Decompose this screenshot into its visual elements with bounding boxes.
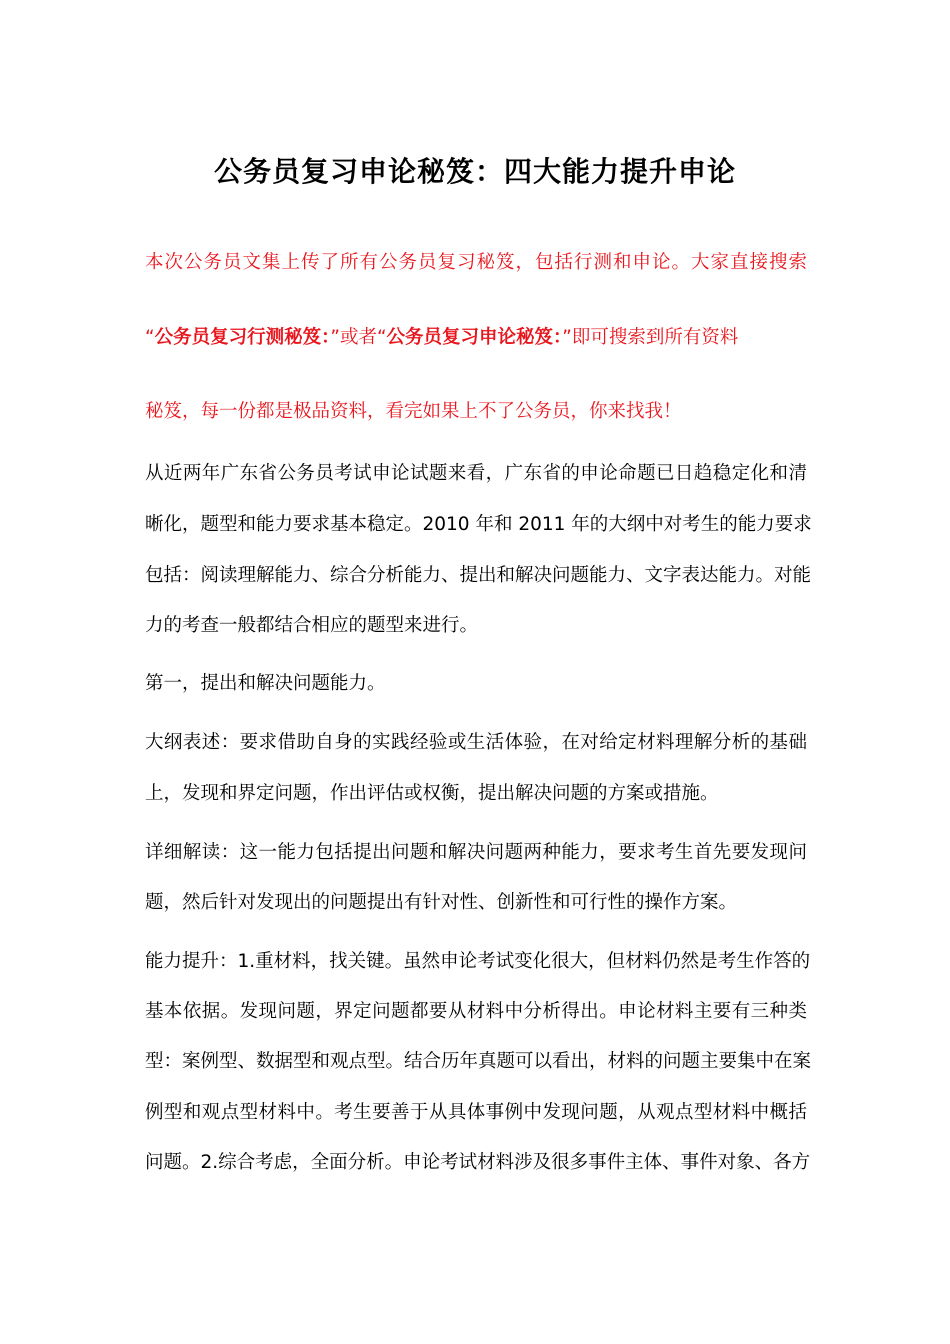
notice-line-1: 本次公务员文集上传了所有公务员复习秘笈，包括行测和申论。大家直接搜索 xyxy=(145,252,807,273)
body-line: 包括：阅读理解能力、综合分析能力、提出和解决问题能力、文字表达能力。对能 xyxy=(145,565,812,586)
body-line: 详细解读：这一能力包括提出问题和解决问题两种能力，要求考生首先要发现问 xyxy=(145,842,807,863)
notice-line-3: 秘笈，每一份都是极品资料，看完如果上不了公务员，你来找我！ xyxy=(145,401,682,422)
notice-line-2-rest: ”即可搜索到所有资料 xyxy=(562,327,739,348)
body-line: 力的考查一般都结合相应的题型来进行。 xyxy=(145,615,479,636)
body-line: 例型和观点型材料中。考生要善于从具体事例中发现问题，从观点型材料中概括 xyxy=(145,1102,807,1123)
keyword-xingce: 公务员复习行测秘笈： xyxy=(154,327,331,348)
body-line: 基本依据。发现问题，界定问题都要从材料中分析得出。申论材料主要有三种类 xyxy=(145,1001,807,1022)
section-heading: 第一，提出和解决问题能力。 xyxy=(145,673,386,694)
keyword-shenlun: 公务员复习申论秘笈： xyxy=(386,327,563,348)
quote-open: “ xyxy=(145,327,155,348)
quote-middle: ”或者“ xyxy=(330,327,387,348)
page-title: 公务员复习申论秘笈：四大能力提升申论 xyxy=(213,155,736,188)
body-line: 晰化，题型和能力要求基本稳定。2010 年和 2011 年的大纲中对考生的能力要求 xyxy=(145,514,812,535)
notice-line-2 xyxy=(145,326,807,350)
body-line: 问题。2.综合考虑，全面分析。申论考试材料涉及很多事件主体、事件对象、各方 xyxy=(145,1152,811,1173)
body-line: 能力提升：1.重材料，找关键。虽然申论考试变化很大，但材料仍然是考生作答的 xyxy=(145,951,811,972)
body-line: 型：案例型、数据型和观点型。结合历年真题可以看出，材料的问题主要集中在案 xyxy=(145,1051,812,1072)
body-line: 题，然后针对发现出的问题提出有针对性、创新性和可行性的操作方案。 xyxy=(145,892,738,913)
body-line: 从近两年广东省公务员考试申论试题来看，广东省的申论命题已日趋稳定化和清 xyxy=(145,463,807,484)
body-line: 大纲表述：要求借助自身的实践经验或生活体验，在对给定材料理解分析的基础 xyxy=(145,732,807,753)
body-line: 上，发现和界定问题，作出评估或权衡，提出解决问题的方案或措施。 xyxy=(145,783,719,804)
